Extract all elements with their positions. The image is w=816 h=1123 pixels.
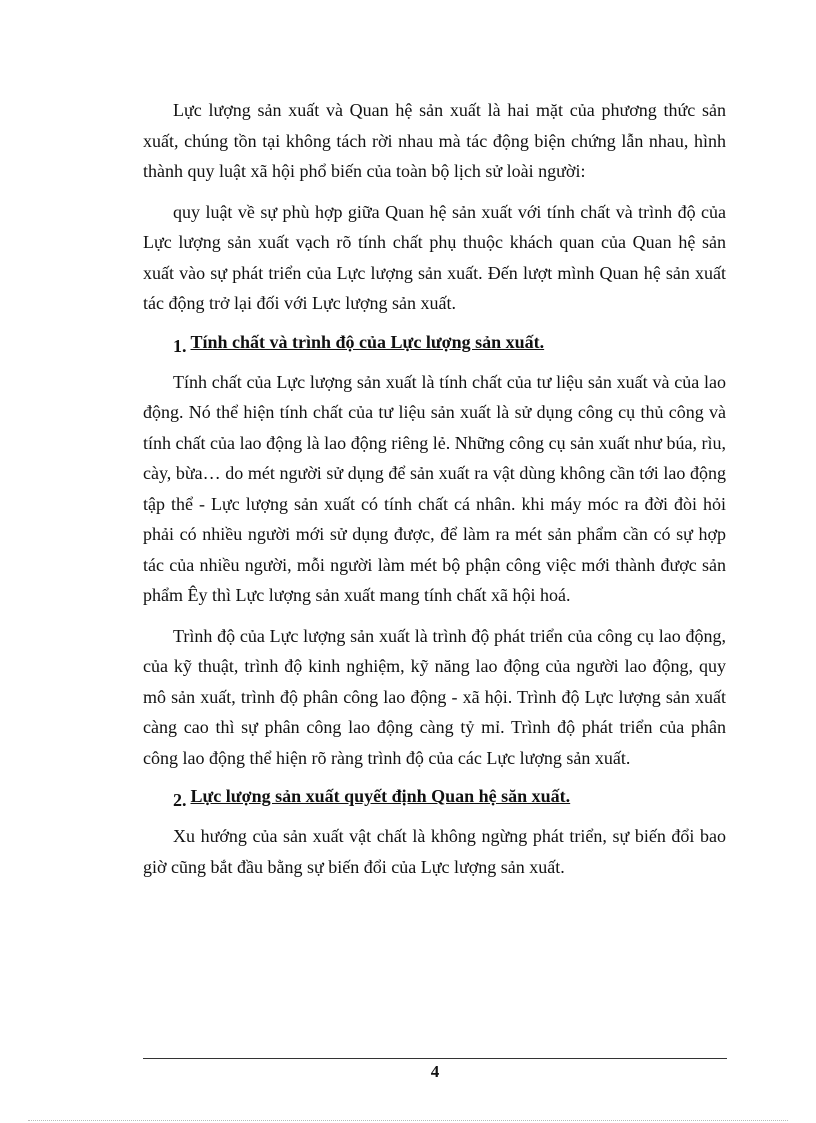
page-edge-dotted-line: [28, 1120, 788, 1121]
paragraph-intro-2: quy luật về sự phù hợp giữa Quan hệ sản xuất với tính chất và trình độ của Lực lượng sản xuất vạch rõ tính chất phụ thuộc khách quan của Quan hệ sản xuất vào sự phát triển của Lực lượng sản xuất. Đến lượt mình Quan hệ sản xuất tác động trở lại đối với Lực lượng sản xuất.: [143, 201, 726, 313]
paragraph-intro-1: Lực lượng sản xuất và Quan hệ sản xuất là hai mặt của phương thức sản xuất, chúng tồn tại không tách rời nhau mà tác động biện chứng lẫn nhau, hình thành quy luật xã hội phổ biến của toàn bộ lịch sử loài người:: [143, 100, 726, 181]
section-1-heading: [173, 327, 726, 357]
section-2-number: 2.: [173, 790, 187, 810]
section-2-heading: [173, 781, 726, 811]
section-2-paragraph-1: Xu hướng của sản xuất vật chất là không ngừng phát triển, sự biến đổi bao giờ cũng bắt đầu bằng sự biến đổi của Lực lượng sản xuất.: [143, 826, 726, 877]
section-1-paragraph-2: Trình độ của Lực lượng sản xuất là trình độ phát triển của công cụ lao động, của kỹ thuật, trình độ kinh nghiệm, kỹ năng lao động của người lao động, quy mô sản xuất, trình độ phân công lao động - xã hội. Trình độ Lực lượng sản xuất càng cao thì sự phân công lao động càng tỷ mỉ. Trình độ phát triển của phân công lao động thể hiện rõ ràng trình độ của các Lực lượng sản xuất.: [143, 625, 726, 768]
section-1-paragraph-1: Tính chất của Lực lượng sản xuất là tính chất của tư liệu sản xuất và của lao động. Nó thể hiện tính chất của tư liệu sản xuất là sử dụng công cụ thủ công và tính chất của lao động là lao động riêng lẻ. Những công cụ sản xuất như búa, rìu, cày, bừa… do mét người sử dụng để sản xuất ra vật dùng không cần tới lao động tập thể - Lực lượng sản xuất có tính chất cá nhân. khi máy móc ra đời đòi hỏi phải có nhiều người mới sử dụng được, để làm ra mét sản phẩm cần có sự hợp tác của nhiều người, mỗi người làm mét bộ phận công việc mới thành được sản phẩm Êy thì Lực lượng sản xuất mang tính chất xã hội hoá.: [143, 371, 726, 605]
footer-divider: [143, 1058, 727, 1059]
section-2-title: Lực lượng sản xuất quyết định Quan hệ săn xuất.: [190, 786, 571, 806]
page-number: 4: [430, 1062, 440, 1081]
section-1-number: 1.: [173, 335, 187, 356]
page-body: [143, 95, 726, 882]
section-1-title: Tính chất và trình độ của Lực lượng sản xuất.: [190, 331, 545, 352]
